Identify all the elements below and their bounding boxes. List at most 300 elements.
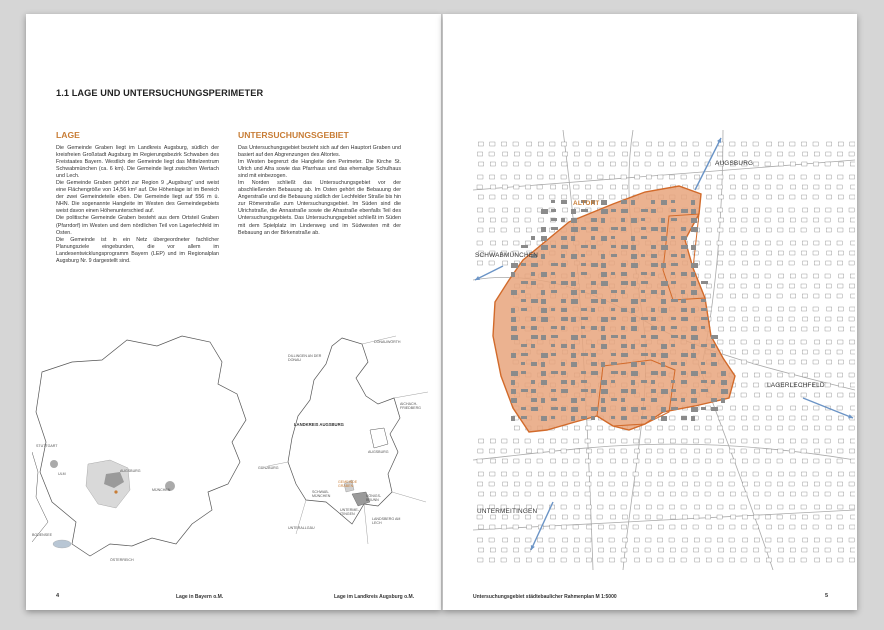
- building-114: [561, 281, 568, 285]
- house-1070: [802, 515, 807, 519]
- house-124: [815, 175, 820, 179]
- house-726: [789, 393, 794, 397]
- house-748: [705, 406, 710, 410]
- house-69: [539, 162, 544, 166]
- house-994: [659, 492, 664, 496]
- house-22: [741, 142, 746, 146]
- house-1033: [741, 505, 746, 509]
- building-40: [621, 227, 626, 231]
- house-606: [742, 350, 747, 354]
- house-882: [849, 449, 854, 453]
- house-821: [502, 439, 507, 443]
- house-919: [527, 472, 532, 476]
- house-555: [825, 327, 830, 331]
- house-1135: [814, 538, 819, 542]
- building-90: [601, 263, 606, 268]
- house-890: [562, 459, 567, 463]
- house-809: [743, 426, 748, 430]
- building-38: [591, 227, 598, 231]
- house-1024: [635, 505, 640, 509]
- house-922: [561, 472, 566, 476]
- gebiet-paragraph-3: Im Norden schließt das Untersuchungsgebiet vor der abschließenden Bebauung ab. Im Osten gehört die Bebauung der Angerstraße und die Bebauung südlich der Lechfelder Straße bis hin zur Römerstraße zum Untersuchungsgebiet. Im Süden sind die Ulrichstraße, die Annastraße sowie die Afrastraße ebenfalls Teil des Untersuchungsgebiets. Das Untersuchungsgebiet schließt im Süden mit dem Spielplatz im Lindenweg und im Südwesten mit der Bebauung an der Birkenstraße ab.: [238, 180, 401, 236]
- building-134: [641, 290, 645, 293]
- house-1145: [550, 548, 555, 552]
- building-87: [561, 263, 566, 267]
- house-245: [730, 218, 735, 222]
- building-57: [681, 236, 687, 240]
- house-1059: [671, 515, 676, 519]
- house-156: [814, 185, 819, 189]
- house-579: [766, 340, 771, 344]
- house-40: [574, 152, 579, 156]
- label-donauwoerth: DONAUWÖRTH: [374, 340, 401, 344]
- house-36: [526, 152, 531, 156]
- building-148: [641, 299, 646, 302]
- house-786: [813, 416, 818, 420]
- house-950: [514, 482, 519, 486]
- house-637: [767, 360, 772, 364]
- house-862: [609, 449, 614, 453]
- building-280: [611, 380, 615, 383]
- house-257: [489, 228, 494, 232]
- house-1030: [706, 505, 711, 509]
- building-32: [671, 218, 677, 221]
- house-123: [801, 175, 806, 179]
- house-113: [681, 175, 686, 179]
- house-934: [707, 472, 712, 476]
- house-1099: [767, 525, 772, 529]
- house-1102: [801, 525, 806, 529]
- house-807: [717, 426, 722, 430]
- house-309: [731, 241, 736, 245]
- house-99: [515, 175, 520, 179]
- building-35: [551, 227, 558, 230]
- house-804: [683, 426, 688, 430]
- building-91: [621, 263, 626, 267]
- building-96: [691, 263, 698, 268]
- house-1181: [598, 558, 603, 562]
- house-132: [525, 185, 530, 189]
- house-168: [573, 195, 578, 199]
- building-282: [641, 380, 647, 383]
- building-53: [631, 236, 635, 241]
- building-118: [621, 281, 628, 285]
- building-284: [671, 380, 675, 383]
- house-290: [502, 241, 507, 245]
- house-1039: [815, 505, 820, 509]
- house-1136: [826, 538, 831, 542]
- building-277: [571, 380, 575, 385]
- building-324: [561, 407, 566, 411]
- house-912: [825, 459, 830, 463]
- label-stuttgart: STUTTGART: [36, 444, 58, 448]
- house-46: [646, 152, 651, 156]
- building-307: [541, 398, 545, 403]
- building-337: [521, 416, 527, 419]
- house-1062: [705, 515, 710, 519]
- house-184: [767, 195, 772, 199]
- house-67: [513, 162, 518, 166]
- site-plan: [473, 130, 855, 570]
- building-75: [581, 254, 585, 257]
- landkreis-map: [266, 334, 436, 554]
- house-841: [742, 439, 747, 443]
- house-377: [777, 261, 782, 265]
- house-440: [838, 284, 843, 288]
- building-252: [661, 362, 665, 367]
- house-101: [538, 175, 543, 179]
- house-927: [621, 472, 626, 476]
- house-151: [754, 185, 759, 189]
- house-1055: [622, 515, 627, 519]
- building-165: [681, 308, 687, 312]
- building-325: [571, 407, 578, 412]
- label-plan-augsburg: AUGSBURG: [715, 160, 754, 167]
- house-93: [825, 162, 830, 166]
- building-121: [661, 281, 668, 286]
- building-100: [551, 272, 555, 275]
- house-900: [682, 459, 687, 463]
- house-152: [765, 185, 770, 189]
- house-1016: [538, 505, 543, 509]
- building-85: [531, 263, 538, 267]
- building-77: [611, 254, 617, 257]
- house-48: [669, 152, 674, 156]
- house-580: [778, 340, 783, 344]
- building-306: [531, 398, 537, 402]
- house-1006: [802, 492, 807, 496]
- building-31: [661, 218, 665, 223]
- house-404: [753, 274, 758, 278]
- house-62: [837, 152, 842, 156]
- house-247: [753, 218, 758, 222]
- building-247: [591, 362, 597, 366]
- page-number-left: 4: [56, 593, 60, 599]
- house-63: [849, 152, 854, 156]
- house-1075: [478, 525, 483, 529]
- building-138: [691, 290, 697, 295]
- building-189: [601, 326, 605, 331]
- house-947: [477, 482, 482, 486]
- house-961: [646, 482, 651, 486]
- house-56: [766, 152, 771, 156]
- house-1073: [837, 515, 842, 519]
- house-783: [778, 416, 783, 420]
- building-119: [631, 281, 636, 286]
- house-1025: [646, 505, 651, 509]
- building-141: [541, 299, 546, 304]
- house-1032: [729, 505, 734, 509]
- building-27: [601, 218, 605, 223]
- building-330: [641, 407, 646, 410]
- building-224: [691, 344, 695, 349]
- house-94: [839, 162, 844, 166]
- building-339: [551, 416, 555, 419]
- building-125: [511, 290, 517, 295]
- house-778: [718, 416, 723, 420]
- building-217: [591, 344, 595, 348]
- building-313: [621, 398, 625, 402]
- house-96: [478, 175, 483, 179]
- building-63: [591, 245, 596, 249]
- house-930: [658, 472, 663, 476]
- building-92: [631, 263, 638, 268]
- house-723: [755, 393, 760, 397]
- house-1128: [729, 538, 734, 542]
- house-847: [813, 439, 818, 443]
- house-59: [803, 152, 808, 156]
- house-1156: [682, 548, 687, 552]
- building-251: [641, 362, 645, 365]
- building-17: [621, 209, 628, 213]
- house-894: [611, 459, 616, 463]
- house-489: [730, 307, 735, 311]
- house-33: [489, 152, 494, 156]
- house-1085: [598, 525, 603, 529]
- house-1140: [490, 548, 495, 552]
- building-341: [581, 416, 587, 419]
- house-1193: [741, 558, 746, 562]
- house-805: [694, 426, 699, 430]
- house-147: [705, 185, 710, 189]
- house-1188: [681, 558, 686, 562]
- house-283: [801, 228, 806, 232]
- house-931: [670, 472, 675, 476]
- house-117: [729, 175, 734, 179]
- building-21: [681, 209, 688, 213]
- house-58: [789, 152, 794, 156]
- house-1009: [839, 492, 844, 496]
- house-968: [729, 482, 734, 486]
- building-336: [511, 416, 515, 421]
- house-199: [563, 208, 568, 212]
- building-182: [511, 326, 517, 331]
- label-altort: ALTORT: [573, 200, 600, 207]
- house-974: [803, 482, 808, 486]
- house-400: [705, 274, 710, 278]
- house-556: [839, 327, 844, 331]
- house-954: [563, 482, 568, 486]
- house-0: [478, 142, 483, 146]
- lage-text: [56, 145, 219, 265]
- building-52: [611, 236, 615, 239]
- house-157: [825, 185, 830, 189]
- house-641: [813, 360, 818, 364]
- building-10: [691, 200, 695, 205]
- building-79: [641, 254, 645, 257]
- building-289: [511, 389, 516, 394]
- building-244: [541, 362, 545, 367]
- building-285: [681, 380, 687, 384]
- house-605: [731, 350, 736, 354]
- house-24: [767, 142, 772, 146]
- house-1146: [562, 548, 567, 552]
- house-1159: [719, 548, 724, 552]
- building-147: [631, 299, 638, 304]
- house-1026: [658, 505, 663, 509]
- house-854: [515, 449, 520, 453]
- house-984: [539, 492, 544, 496]
- building-55: [661, 236, 667, 241]
- house-1138: [849, 538, 854, 542]
- house-430: [718, 284, 723, 288]
- building-292: [551, 389, 556, 392]
- building-58: [521, 245, 528, 248]
- house-1096: [730, 525, 735, 529]
- house-897: [645, 459, 650, 463]
- house-1117: [597, 538, 602, 542]
- building-4: [601, 200, 607, 205]
- house-1169: [839, 548, 844, 552]
- building-293: [561, 389, 568, 393]
- building-181: [701, 317, 708, 320]
- building-194: [671, 326, 677, 329]
- house-777: [707, 416, 712, 420]
- house-1060: [682, 515, 687, 519]
- house-30: [838, 142, 843, 146]
- house-383: [849, 261, 854, 265]
- house-195: [514, 208, 519, 212]
- building-111: [521, 281, 528, 284]
- house-1151: [622, 548, 627, 552]
- building-216: [571, 344, 575, 349]
- house-914: [851, 459, 855, 463]
- building-273: [511, 380, 515, 385]
- house-409: [813, 274, 818, 278]
- house-371: [706, 261, 711, 265]
- house-376: [766, 261, 771, 265]
- house-215: [754, 208, 759, 212]
- house-225: [490, 218, 495, 222]
- house-308: [717, 241, 722, 245]
- building-73: [561, 254, 565, 258]
- building-265: [621, 371, 626, 375]
- building-97: [511, 272, 515, 277]
- building-44: [681, 227, 686, 231]
- building-314: [641, 398, 645, 401]
- building-311: [601, 398, 605, 403]
- label-oesterreich: ÖSTERREICH: [110, 558, 134, 562]
- building-128: [551, 290, 557, 293]
- house-108: [621, 175, 626, 179]
- house-988: [585, 492, 590, 496]
- building-126: [521, 290, 525, 293]
- house-407: [790, 274, 795, 278]
- house-1149: [599, 548, 604, 552]
- house-120: [766, 175, 771, 179]
- house-1071: [814, 515, 819, 519]
- house-432: [741, 284, 746, 288]
- building-202: [581, 335, 586, 338]
- house-110: [646, 175, 651, 179]
- building-327: [601, 407, 606, 412]
- house-188: [813, 195, 818, 199]
- house-1068: [777, 515, 782, 519]
- house-823: [525, 439, 530, 443]
- right-page: [443, 14, 857, 610]
- house-488: [718, 307, 723, 311]
- building-328: [621, 407, 626, 411]
- house-825: [550, 439, 555, 443]
- building-231: [571, 353, 576, 358]
- house-135: [562, 185, 567, 189]
- house-924: [587, 472, 592, 476]
- house-1093: [693, 525, 698, 529]
- house-107: [609, 175, 614, 179]
- house-873: [741, 449, 746, 453]
- house-435: [778, 284, 783, 288]
- label-kreis-augsburg: AUGSBURG: [368, 450, 389, 454]
- house-552: [790, 327, 795, 331]
- house-724: [766, 393, 771, 397]
- building-348: [681, 416, 687, 420]
- house-774: [670, 416, 675, 420]
- house-985: [550, 492, 555, 496]
- house-1090: [658, 525, 663, 529]
- building-347: [661, 416, 667, 421]
- house-403: [742, 274, 747, 278]
- house-182: [741, 195, 746, 199]
- building-225: [701, 344, 707, 347]
- building-278: [581, 380, 587, 383]
- house-180: [718, 195, 723, 199]
- house-526: [826, 317, 831, 321]
- house-818: [849, 426, 854, 430]
- house-918: [513, 472, 518, 476]
- house-1173: [501, 558, 506, 562]
- house-1174: [515, 558, 520, 562]
- building-136: [661, 290, 665, 295]
- house-372: [717, 261, 722, 265]
- house-338: [693, 251, 698, 255]
- house-948: [489, 482, 494, 486]
- house-1113: [549, 538, 554, 542]
- building-205: [621, 335, 626, 339]
- house-907: [765, 459, 770, 463]
- house-962: [657, 482, 662, 486]
- building-6: [631, 200, 635, 205]
- building-287: [711, 380, 715, 384]
- house-810: [754, 426, 759, 430]
- house-406: [779, 274, 784, 278]
- building-230: [551, 353, 556, 356]
- building-135: [651, 290, 657, 294]
- house-839: [719, 439, 724, 443]
- house-806: [706, 426, 711, 430]
- house-115: [706, 175, 711, 179]
- house-155: [802, 185, 807, 189]
- house-524: [803, 317, 808, 321]
- house-891: [574, 459, 579, 463]
- building-185: [551, 326, 557, 329]
- house-803: [669, 426, 674, 430]
- house-528: [849, 317, 854, 321]
- house-822: [513, 439, 518, 443]
- house-131: [514, 185, 519, 189]
- house-348: [813, 251, 818, 255]
- house-60: [814, 152, 819, 156]
- building-160: [611, 308, 615, 311]
- house-923: [573, 472, 578, 476]
- building-343: [611, 416, 615, 419]
- house-551: [779, 327, 784, 331]
- house-165: [538, 195, 543, 199]
- building-178: [651, 317, 656, 321]
- house-1115: [574, 538, 579, 542]
- label-untermeitingen: UNTERME-ITINGEN: [340, 508, 359, 517]
- building-199: [541, 335, 546, 340]
- house-1179: [575, 558, 580, 562]
